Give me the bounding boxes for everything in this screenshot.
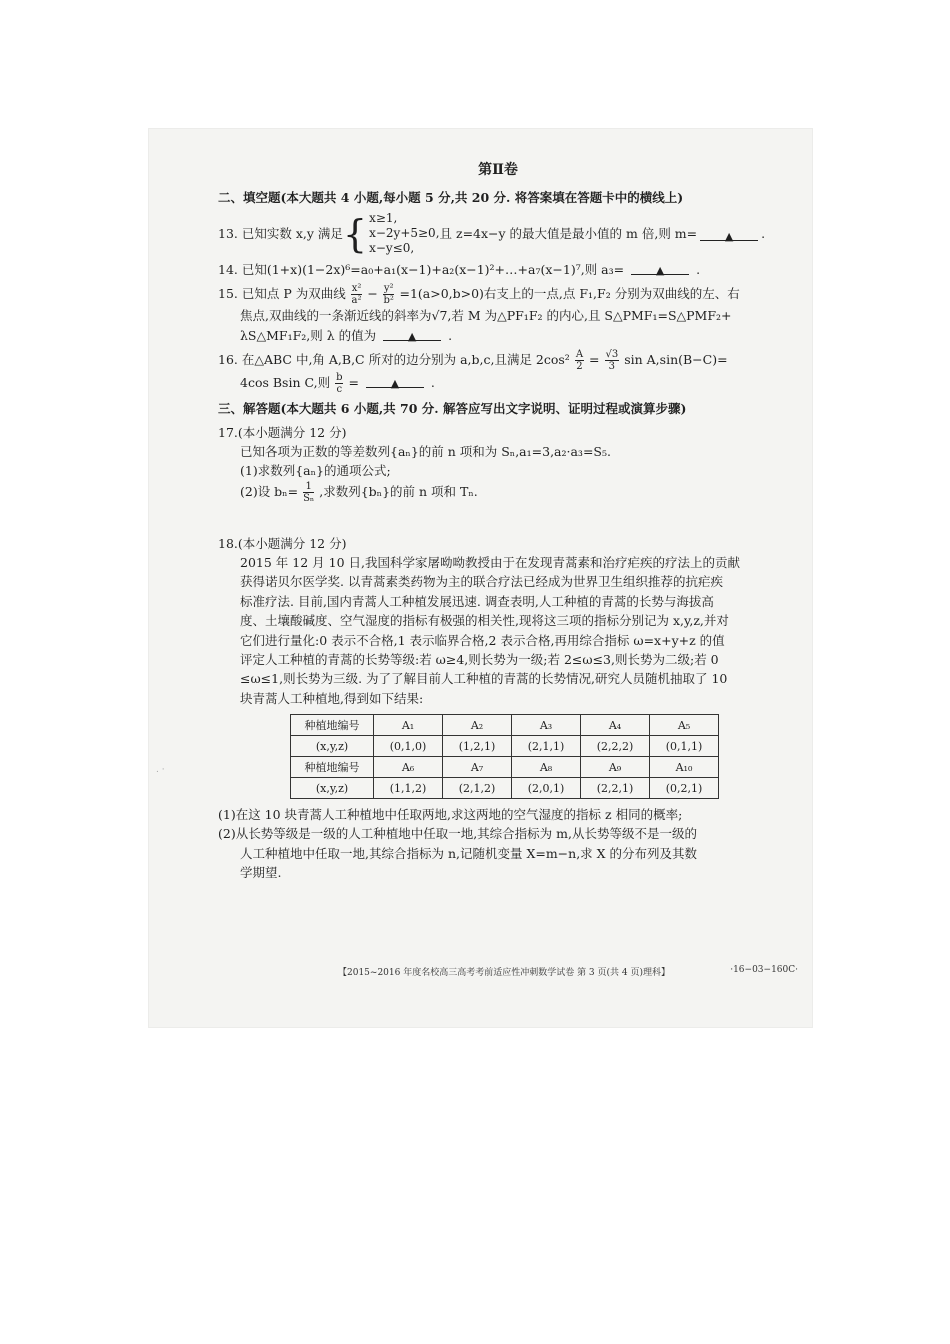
triangle-mark: ▲ bbox=[724, 230, 734, 244]
q15-line2: 焦点,双曲线的一条渐近线的斜率为√7,若 M 为△PF₁F₂ 的内心,且 S△PMF₁=S△PMF₂+ bbox=[240, 308, 732, 324]
exam-content bbox=[218, 160, 778, 887]
q18-line: 它们进行量化:0 表示不合格,1 表示临界合格,2 表示合格,再用综合指标 ω=x+y+z 的值 bbox=[240, 632, 725, 648]
q13-constraint-1: x≥1, bbox=[369, 211, 398, 226]
q18-line: 块青蒿人工种植地,得到如下结果: bbox=[240, 690, 424, 706]
q18-line: ≤ω≤1,则长势为三级. 为了了解目前人工种植的青蒿的长势情况,研究人员随机抽取了 10 bbox=[240, 671, 728, 687]
frac-den: b² bbox=[383, 295, 394, 307]
answer-blank-14 bbox=[631, 260, 689, 278]
q17-head: 17.(本小题满分 12 分) bbox=[218, 424, 347, 440]
q17-part2-b: ,求数列{bₙ}的前 n 项和 Tₙ. bbox=[319, 483, 478, 499]
table-cell: (0,1,0) bbox=[374, 736, 443, 757]
table-cell: (2,2,1) bbox=[581, 778, 650, 799]
q17-part2-a: (2)设 bₙ= bbox=[240, 483, 299, 499]
table-cell: 种植地编号 bbox=[291, 715, 374, 736]
table-cell: (1,2,1) bbox=[443, 736, 512, 757]
q16-line2-text: 4cos Bsin C,则 bbox=[240, 375, 331, 391]
triangle-mark: ▲ bbox=[390, 377, 400, 391]
question-14 bbox=[218, 260, 778, 279]
fraction-1-Sn bbox=[303, 481, 314, 504]
q13-constraint-2: x−2y+5≥0, bbox=[369, 226, 440, 241]
table-cell: (1,1,2) bbox=[374, 778, 443, 799]
table-row bbox=[291, 715, 719, 736]
frac-den: 3 bbox=[608, 361, 616, 373]
q18-line: 评定人工种植的青蒿的长势等级:若 ω≥4,则长势为一级;若 2≤ω≤3,则长势为二级;若 0 bbox=[240, 651, 719, 667]
section3-title: 三、解答题(本大题共 6 小题,共 70 分. 解答应写出文字说明、证明过程或演算步骤) bbox=[218, 401, 687, 417]
q13-suffix: 且 z=4x−y 的最大值是最小值的 m 倍,则 m= bbox=[439, 225, 698, 241]
q15-line1-a: 15. 已知点 P 为双曲线 bbox=[218, 286, 346, 302]
q18-stem bbox=[218, 553, 778, 708]
answer-blank-16 bbox=[366, 373, 424, 391]
q18-line: 标准疗法. 目前,国内青蒿人工种植发展迅速. 调查表明,人工种植的青蒿的长势与海拔高 bbox=[240, 593, 714, 609]
table-cell: A₁ bbox=[374, 715, 443, 736]
table-cell: A₃ bbox=[512, 715, 581, 736]
frac-den: a² bbox=[351, 295, 362, 307]
table-cell: (0,1,1) bbox=[650, 736, 719, 757]
table-cell: A₅ bbox=[650, 715, 719, 736]
q17-part1: (1)求数列{aₙ}的通项公式; bbox=[240, 463, 391, 479]
fraction-sqrt3-3 bbox=[605, 349, 620, 372]
planting-table bbox=[290, 714, 719, 799]
footer-code: ·16−03−160C· bbox=[730, 965, 798, 975]
q16-tail: . bbox=[430, 375, 435, 391]
brace-symbol: { bbox=[342, 211, 368, 256]
question-16 bbox=[218, 349, 778, 395]
frac-num: √3 bbox=[605, 349, 619, 361]
question-17 bbox=[218, 423, 778, 504]
equals-sign: = bbox=[348, 375, 359, 391]
table-cell: (x,y,z) bbox=[291, 736, 374, 757]
question-15 bbox=[218, 283, 778, 345]
part-title: 第Ⅱ卷 bbox=[478, 162, 518, 178]
q14-text: 14. 已知(1+x)(1−2x)⁶=a₀+a₁(x−1)+a₂(x−1)²+…+a₇(x−1)⁷,则 a₃= bbox=[218, 262, 625, 278]
table-cell: A₈ bbox=[512, 757, 581, 778]
triangle-mark: ▲ bbox=[655, 264, 665, 278]
footer-title: 【2015~2016 年度名校高三高考考前适应性冲刺数学试卷 第 3 页(共 4 页)理科】 bbox=[338, 968, 670, 978]
question-13 bbox=[218, 211, 778, 256]
frac-num: y² bbox=[383, 283, 394, 295]
table-cell: (x,y,z) bbox=[291, 778, 374, 799]
table-cell: (0,2,1) bbox=[650, 778, 719, 799]
equals-sign: = bbox=[589, 352, 600, 368]
section2-title: 二、填空题(本大题共 4 小题,每小题 5 分,共 20 分. 将答案填在答题卡中的横线上) bbox=[218, 189, 684, 205]
table-cell: A₂ bbox=[443, 715, 512, 736]
q14-tail: . bbox=[696, 262, 701, 278]
table-cell: (2,1,2) bbox=[443, 778, 512, 799]
fraction-A-2 bbox=[575, 349, 584, 372]
table-row bbox=[291, 736, 719, 757]
q16-line1-a: 16. 在△ABC 中,角 A,B,C 所对的边分别为 a,b,c,且满足 2cos² bbox=[218, 352, 570, 368]
frac-den: c bbox=[336, 384, 343, 396]
q18-part2-line1: (2)从长势等级是一级的人工种植地中任取一地,其综合指标为 m,从长势等级不是一级的 bbox=[218, 826, 697, 842]
frac-num: x² bbox=[351, 283, 362, 295]
q17-part2 bbox=[218, 481, 778, 504]
table-cell: A₁₀ bbox=[650, 757, 719, 778]
table-cell: 种植地编号 bbox=[291, 757, 374, 778]
minus-sign: − bbox=[367, 286, 378, 302]
table-row bbox=[291, 757, 719, 778]
table-row bbox=[291, 778, 719, 799]
q18-head: 18.(本小题满分 12 分) bbox=[218, 535, 347, 551]
q18-part1: (1)在这 10 块青蒿人工种植地中任取两地,求这两地的空气湿度的指标 z 相同的概率; bbox=[218, 807, 683, 823]
question-18 bbox=[218, 534, 778, 883]
answer-blank-13 bbox=[700, 226, 758, 244]
q17-stem: 已知各项为正数的等差数列{aₙ}的前 n 项和为 Sₙ,a₁=3,a₂·a₃=S₅. bbox=[240, 443, 611, 459]
frac-den: Sₙ bbox=[303, 492, 315, 504]
q18-part2-line3: 学期望. bbox=[240, 865, 282, 881]
q18-line: 获得诺贝尔医学奖. 以青蒿素类药物为主的联合疗法已经成为世界卫生组织推荐的抗疟疾 bbox=[240, 574, 723, 590]
fraction-b-c bbox=[335, 372, 343, 395]
answer-blank-15 bbox=[383, 326, 441, 341]
frac-num: 1 bbox=[303, 481, 314, 493]
q13-constraint-3: x−y≤0, bbox=[369, 241, 415, 256]
triangle-mark: ▲ bbox=[407, 329, 417, 343]
frac-num: b bbox=[336, 372, 343, 384]
q13-tail: . bbox=[761, 225, 766, 241]
q15-line3-text: λS△MF₁F₂,则 λ 的值为 bbox=[240, 327, 377, 343]
fraction-x2-a2 bbox=[351, 283, 363, 306]
q13-constraints bbox=[343, 211, 440, 256]
q16-line2 bbox=[218, 372, 778, 395]
page-footer bbox=[338, 965, 798, 978]
table-cell: A₆ bbox=[374, 757, 443, 778]
q13-prefix: 13. 已知实数 x,y 满足 bbox=[218, 225, 343, 241]
table-cell: (2,2,2) bbox=[581, 736, 650, 757]
q15-tail: . bbox=[448, 327, 453, 343]
table-cell: A₉ bbox=[581, 757, 650, 778]
scan-speck: . · bbox=[156, 765, 165, 775]
q18-line: 2015 年 12 月 10 日,我国科学家屠呦呦教授由于在发现青蒿素和治疗疟疾的疗法上的贡献 bbox=[240, 555, 740, 571]
q18-line: 度、土壤酸碱度、空气湿度的指标有极强的相关性,现将这三项的指标分别记为 x,y,z,并对 bbox=[240, 613, 729, 629]
q15-line3 bbox=[218, 326, 778, 345]
table-cell: A₇ bbox=[443, 757, 512, 778]
fraction-y2-b2 bbox=[383, 283, 395, 306]
q18-part2-line2: 人工种植地中任取一地,其综合指标为 n,记随机变量 X=m−n,求 X 的分布列及其数 bbox=[240, 845, 698, 861]
frac-num: A bbox=[575, 349, 584, 361]
table-cell: (2,1,1) bbox=[512, 736, 581, 757]
q16-line1-b: sin A,sin(B−C)= bbox=[624, 352, 728, 368]
q15-line1-b: =1(a>0,b>0)右支上的一点,点 F₁,F₂ 分别为双曲线的左、右 bbox=[399, 286, 740, 302]
table-cell: (2,0,1) bbox=[512, 778, 581, 799]
table-cell: A₄ bbox=[581, 715, 650, 736]
frac-den: 2 bbox=[576, 361, 583, 373]
